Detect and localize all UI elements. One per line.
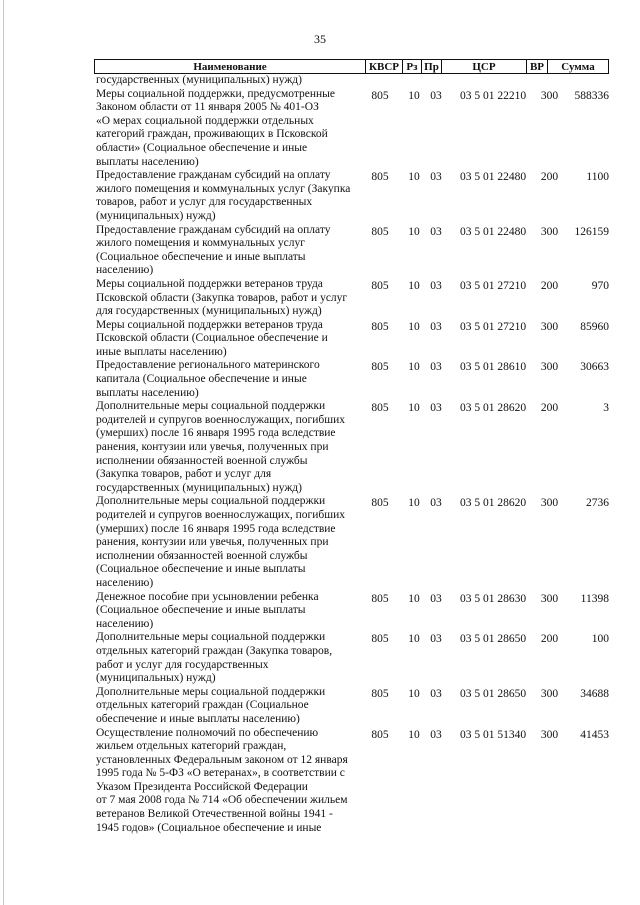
row-pr: 03 xyxy=(430,728,442,741)
row-csr: 03 5 01 28650 xyxy=(459,633,527,646)
table-row xyxy=(96,74,616,88)
row-csr: 03 5 01 28630 xyxy=(459,592,527,605)
row-kvsr: 805 xyxy=(371,89,389,102)
row-rz: 10 xyxy=(408,89,420,102)
row-sum: 1100 xyxy=(586,171,609,184)
row-vr: 300 xyxy=(540,361,559,374)
row-name: Меры социальной поддержки ветеранов труда Псковской области (Закупка товаров, работ и услуг для государственных (муниципальных) нужд) xyxy=(96,277,348,318)
row-name: Дополнительные меры социальной поддержки родителей и супругов военнослужащих, погибших (умерших) после 16 января 1995 года вследствие ранения, контузии или увечья, полученных при исполнении обязанностей военной службы (Закупка товаров, работ и услуг для государственных (муниципальных) нужд) xyxy=(96,400,345,494)
row-csr: 03 5 01 22480 xyxy=(459,225,527,238)
row-kvsr: 805 xyxy=(371,592,389,605)
table-row xyxy=(96,359,616,400)
header-name: Наименование xyxy=(95,60,366,73)
row-vr: 200 xyxy=(540,633,559,646)
row-csr: 03 5 01 22480 xyxy=(459,171,527,184)
table-row xyxy=(96,88,616,170)
row-vr: 300 xyxy=(540,687,559,700)
row-rz: 10 xyxy=(408,402,420,415)
row-pr xyxy=(422,74,450,76)
table-row xyxy=(96,278,616,319)
row-name: Дополнительные меры социальной поддержки отдельных категорий граждан (Закупка товаров, работ и услуг для государственных (муниципальных) нужд) xyxy=(96,631,333,685)
row-rz: 10 xyxy=(408,497,420,510)
row-rz: 10 xyxy=(408,633,420,646)
row-sum: 85960 xyxy=(580,320,609,333)
row-rz: 10 xyxy=(408,320,420,333)
row-pr: 03 xyxy=(430,279,442,292)
row-name: Дополнительные меры социальной поддержки родителей и супругов военнослужащих, погибших (умерших) после 16 января 1995 года вследствие ранения, контузии или увечья, полученных при исполнении обязанностей военной службы (Социальное обеспечение и иные выплаты населению) xyxy=(96,495,345,589)
row-rz xyxy=(406,74,422,76)
row-pr: 03 xyxy=(430,497,442,510)
table-row xyxy=(96,224,616,278)
row-kvsr: 805 xyxy=(371,320,389,333)
row-name: государственных (муниципальных) нужд) xyxy=(96,74,302,86)
row-kvsr: 805 xyxy=(371,279,389,292)
row-name: Предоставление гражданам субсидий на оплату жилого помещения и коммунальных услуг (Закупка товаров, работ и услуг для государственных (муниципальных) нужд) xyxy=(96,169,351,222)
row-sum: 34688 xyxy=(580,687,609,700)
row-name: Осуществление полномочий по обеспечению жильем отдельных категорий граждан, установленных Федеральным законом от 12 января 1995 года № 5-ФЗ «О ветеранах», в соответствии с Указом Президента Российской Федерации от 7 мая 2008 года № 714 «Об обеспечении жильем ветеранов Великой Отечественной войны 1941 - 1945 годов» (Социальное обеспечение и иные xyxy=(96,726,348,834)
row-pr: 03 xyxy=(430,361,442,374)
row-sum: 41453 xyxy=(580,728,609,741)
row-sum: 126159 xyxy=(574,225,609,238)
row-rz: 10 xyxy=(408,279,420,292)
row-kvsr: 805 xyxy=(371,633,389,646)
row-pr: 03 xyxy=(430,402,442,415)
row-kvsr: 805 xyxy=(371,225,389,238)
header-kvsr: КВСР xyxy=(366,60,403,73)
row-kvsr: 805 xyxy=(371,361,389,374)
table-row xyxy=(96,686,616,727)
row-vr: 300 xyxy=(540,728,559,741)
row-vr: 200 xyxy=(540,171,559,184)
row-kvsr: 805 xyxy=(371,171,389,184)
table-row xyxy=(96,591,616,632)
row-vr: 200 xyxy=(540,279,559,292)
row-kvsr xyxy=(354,74,406,76)
row-kvsr: 805 xyxy=(371,497,389,510)
row-rz: 10 xyxy=(408,361,420,374)
row-csr: 03 5 01 28620 xyxy=(459,497,527,510)
table-row xyxy=(96,631,616,685)
row-vr: 300 xyxy=(540,592,559,605)
row-rz: 10 xyxy=(408,687,420,700)
row-sum: 100 xyxy=(591,633,609,646)
row-rz: 10 xyxy=(408,225,420,238)
row-pr: 03 xyxy=(430,89,442,102)
table-row xyxy=(96,319,616,360)
row-sum xyxy=(563,74,609,76)
row-sum: 30663 xyxy=(580,361,609,374)
row-vr: 300 xyxy=(540,497,559,510)
row-name: Дополнительные меры социальной поддержки отдельных категорий граждан (Социальное обеспечение и иные выплаты населению) xyxy=(96,685,326,725)
row-pr: 03 xyxy=(430,633,442,646)
row-vr: 300 xyxy=(540,225,559,238)
row-pr: 03 xyxy=(430,171,442,184)
row-csr: 03 5 01 27210 xyxy=(459,279,527,292)
row-sum: 2736 xyxy=(586,497,609,510)
row-kvsr: 805 xyxy=(371,687,389,700)
row-pr: 03 xyxy=(430,320,442,333)
header-csr: ЦСР xyxy=(442,60,527,73)
header-sum: Сумма xyxy=(561,60,595,73)
row-vr: 200 xyxy=(540,402,559,415)
header-pr: Пр xyxy=(422,60,442,73)
row-vr xyxy=(536,74,563,76)
page-edge-line xyxy=(3,0,4,905)
row-name: Денежное пособие при усыновлении ребенка (Социальное обеспечение и иные выплаты населению) xyxy=(96,590,319,630)
row-rz: 10 xyxy=(408,171,420,184)
row-rz: 10 xyxy=(408,728,420,741)
header-vr: ВР xyxy=(527,60,548,73)
row-sum: 3 xyxy=(603,402,609,415)
table-header xyxy=(94,59,609,74)
table-row xyxy=(96,727,616,836)
row-name: Предоставление регионального материнского капитала (Социальное обеспечение и иные выплаты населению) xyxy=(96,359,320,399)
row-sum: 970 xyxy=(591,279,609,292)
row-csr: 03 5 01 51340 xyxy=(459,728,527,741)
row-csr: 03 5 01 27210 xyxy=(459,320,527,333)
table-body xyxy=(96,74,616,835)
row-pr: 03 xyxy=(430,592,442,605)
row-csr: 03 5 01 28650 xyxy=(459,687,527,700)
row-name: Меры социальной поддержки ветеранов труда Псковской области (Социальное обеспечение и иные выплаты населению) xyxy=(96,318,328,358)
row-kvsr: 805 xyxy=(371,402,389,415)
row-vr: 300 xyxy=(540,89,559,102)
row-sum: 588336 xyxy=(574,89,609,102)
page-number: 35 xyxy=(314,32,326,46)
row-csr: 03 5 01 28620 xyxy=(459,402,527,415)
row-csr: 03 5 01 22210 xyxy=(459,89,527,102)
row-sum: 11398 xyxy=(580,592,609,605)
row-pr: 03 xyxy=(430,225,442,238)
row-csr: 03 5 01 28610 xyxy=(459,361,527,374)
row-name: Меры социальной поддержки, предусмотренные Законом области от 11 января 2005 № 401-ОЗ «О мерах социальной поддержки отдельных категорий граждан, проживающих в Псковской области» (Социальное обеспечение и иные выплаты населению) xyxy=(96,87,335,168)
table-row xyxy=(96,169,616,223)
row-kvsr: 805 xyxy=(371,728,389,741)
header-rz: Рз xyxy=(403,60,422,73)
row-vr: 300 xyxy=(540,320,559,333)
table-row xyxy=(96,495,616,590)
row-pr: 03 xyxy=(430,687,442,700)
row-csr xyxy=(450,74,536,76)
table-row xyxy=(96,400,616,495)
row-rz: 10 xyxy=(408,592,420,605)
row-name: Предоставление гражданам субсидий на оплату жилого помещения и коммунальных услуг (Социальное обеспечение и иные выплаты населению) xyxy=(96,223,331,277)
